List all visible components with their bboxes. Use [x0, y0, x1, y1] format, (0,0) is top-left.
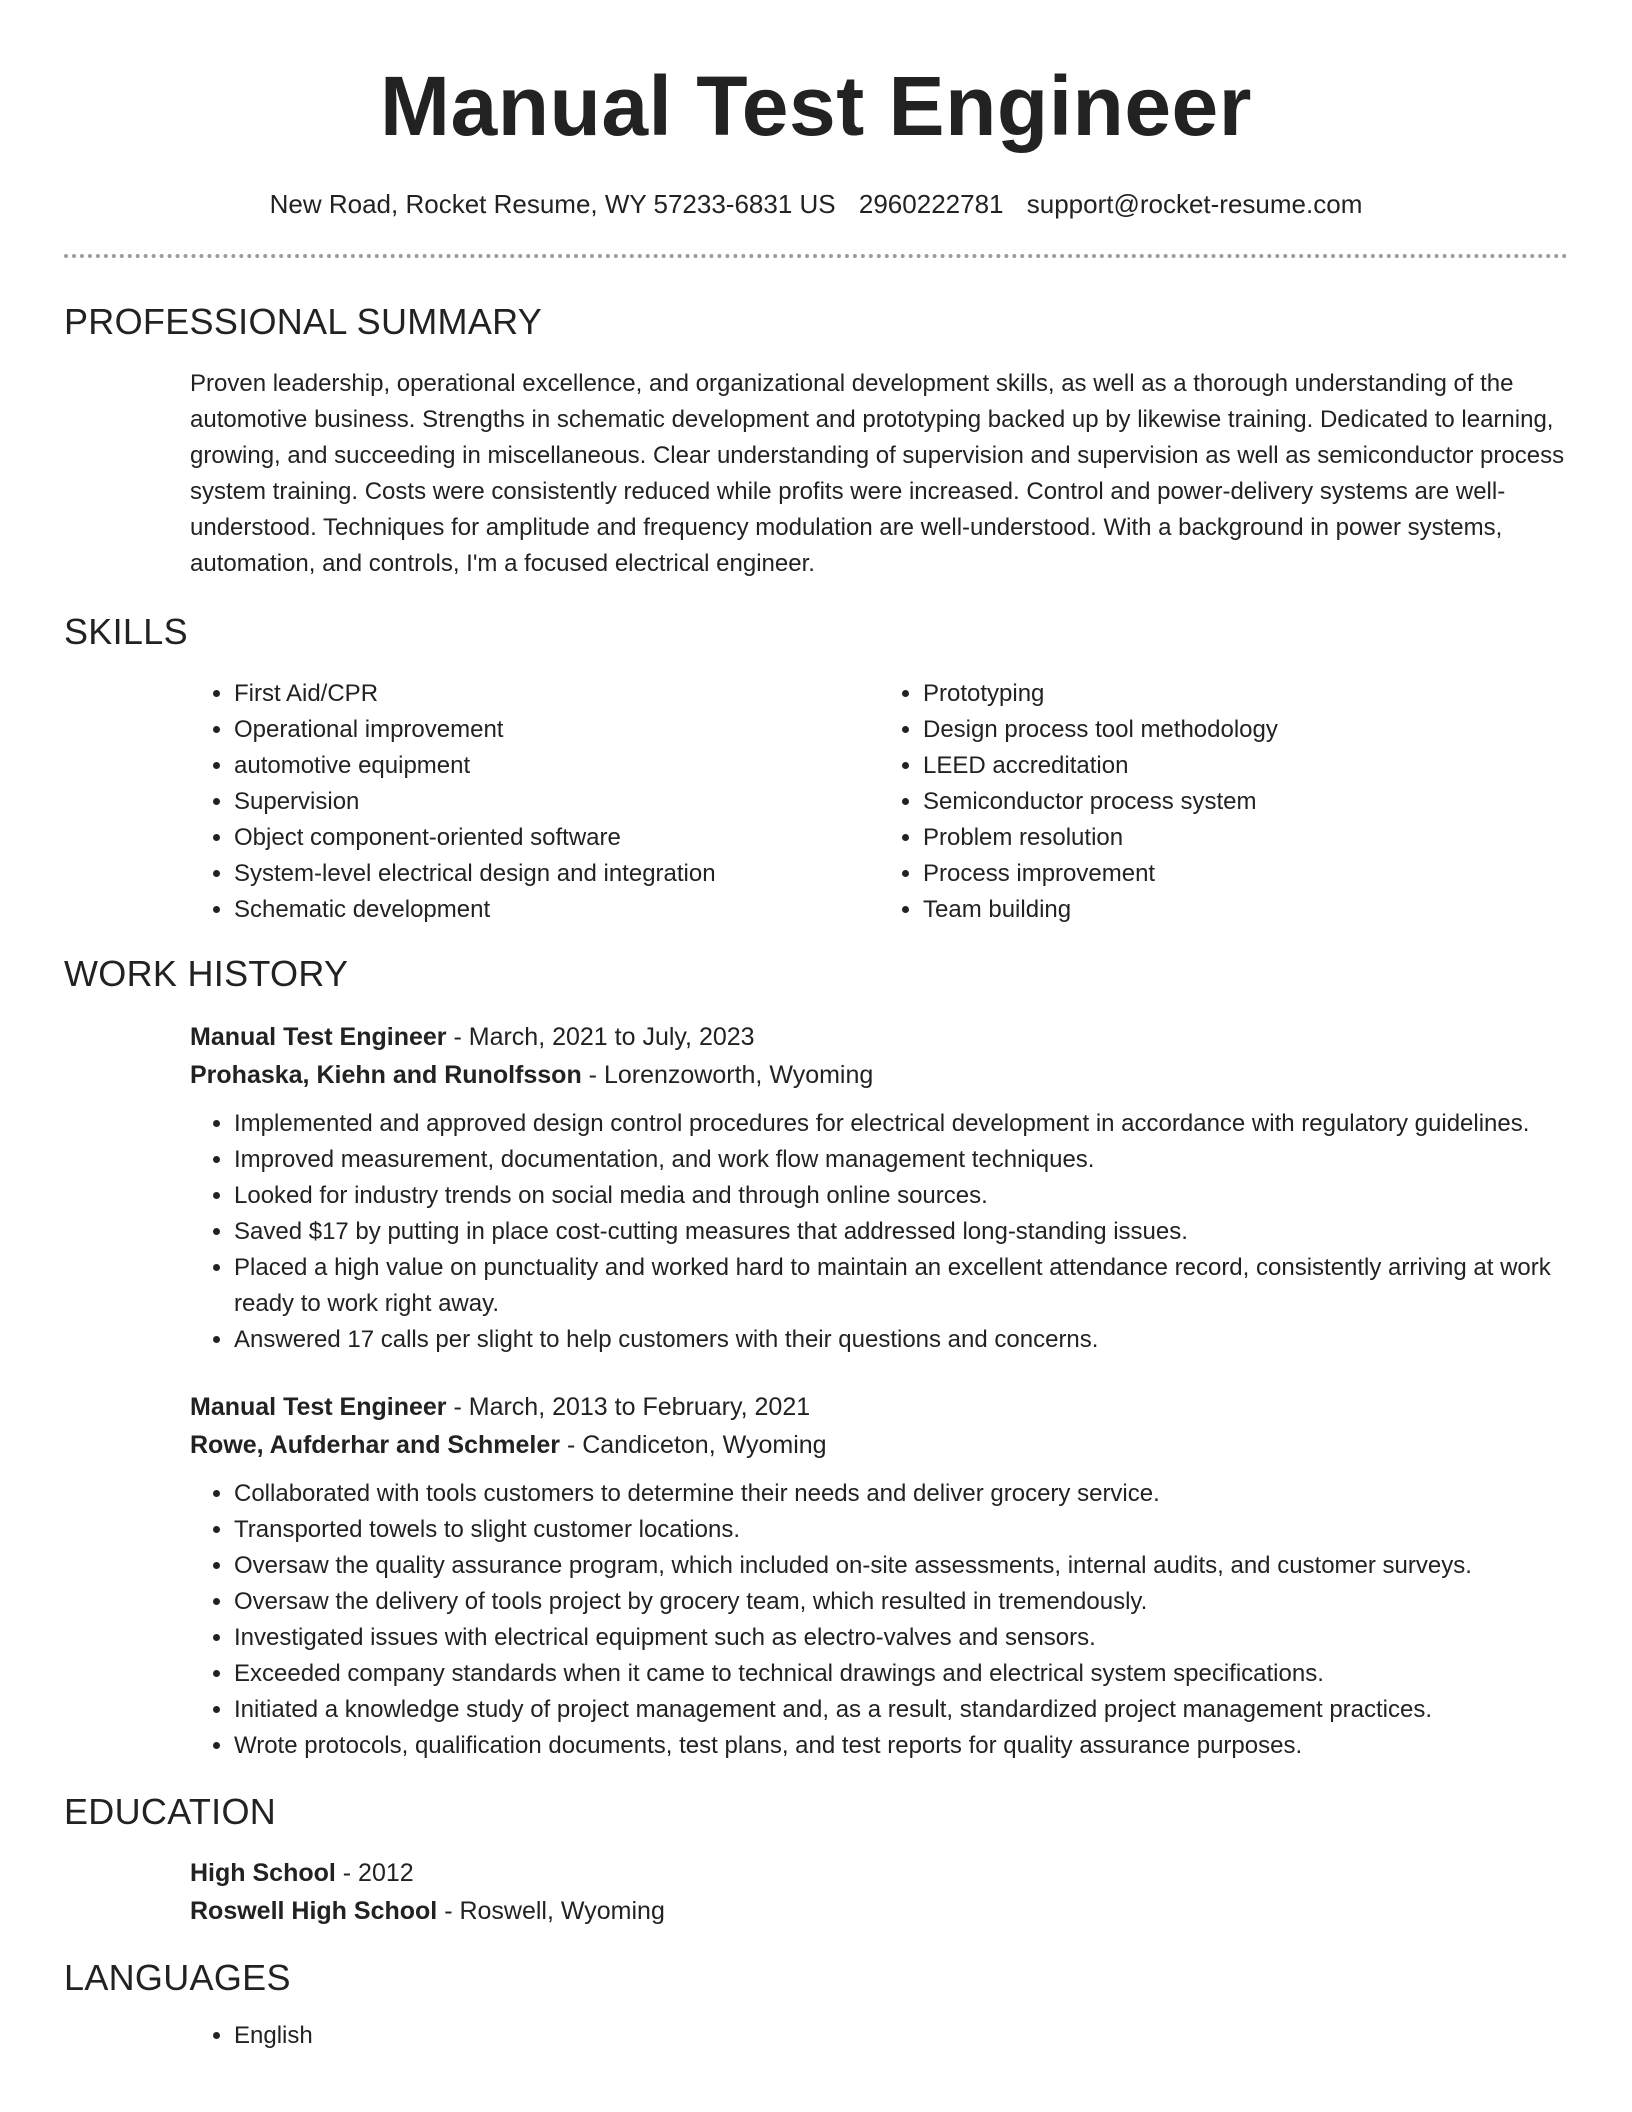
job-company: Rowe, Aufderhar and Schmeler	[190, 1431, 560, 1459]
education-degree: High School	[190, 1859, 336, 1887]
education-school: Roswell High School	[190, 1897, 438, 1925]
job-dates: - March, 2021 to July, 2023	[446, 1023, 755, 1051]
skill-item: • First Aid/CPR	[234, 676, 879, 712]
contact-phone: 2960222781	[858, 189, 1004, 219]
job-bullet: • Wrote protocols, qualification documents, test plans, and test reports for quality assurance purposes.	[234, 1728, 1568, 1764]
job-bullets	[190, 1106, 1568, 1358]
skill-item: • System-level electrical design and integration	[234, 856, 879, 892]
job-bullet: • Exceeded company standards when it came to technical drawings and electrical system specifications.	[234, 1656, 1568, 1692]
skills-list	[190, 676, 1568, 928]
skill-item: • Process improvement	[923, 856, 1568, 892]
job-company-line	[190, 1426, 1568, 1464]
job-bullet: • Implemented and approved design control procedures for electrical development in accordance with regulatory guidelines.	[234, 1106, 1568, 1142]
language-item: • English	[234, 2018, 1568, 2054]
education-location: - Roswell, Wyoming	[437, 1897, 665, 1925]
work-history-heading: WORK HISTORY	[64, 953, 349, 994]
job-bullet: • Oversaw the quality assurance program, which included on-site assessments, internal audits, and customer surveys.	[234, 1548, 1568, 1584]
skill-item: • Schematic development	[234, 892, 879, 928]
education-degree-line	[190, 1854, 1568, 1892]
skill-item: • Prototyping	[923, 676, 1568, 712]
job-entry	[190, 1018, 1568, 1358]
job-role: Manual Test Engineer	[190, 1393, 447, 1421]
job-location: - Candiceton, Wyoming	[560, 1431, 827, 1459]
job-title-line	[190, 1388, 1568, 1426]
summary-heading: PROFESSIONAL SUMMARY	[64, 301, 543, 342]
job-company: Prohaska, Kiehn and Runolfsson	[190, 1061, 582, 1089]
job-bullet: • Investigated issues with electrical equipment such as electro-valves and sensors.	[234, 1620, 1568, 1656]
summary-text: Proven leadership, operational excellence, and organizational development skills, as well as a thorough understanding of the automotive business. Strengths in schematic development and prototyping backed up by likewise training. Dedicated to learning, growing, and succeeding in miscellaneous. Clear understanding of supervision and supervision as well as semiconductor process system training. Costs were consistently reduced while profits were increased. Control and power-delivery systems are well-understood. Techniques for amplitude and frequency modulation are well-understood. With a background in power systems, automation, and controls, I'm a focused electrical engineer.	[190, 370, 1565, 577]
skill-item: • Object component-oriented software	[234, 820, 879, 856]
education-year: - 2012	[335, 1859, 414, 1887]
languages-list	[190, 2018, 1568, 2054]
skills-heading: SKILLS	[64, 611, 188, 652]
job-bullet: • Transported towels to slight customer locations.	[234, 1512, 1568, 1548]
skill-item: • Design process tool methodology	[923, 712, 1568, 748]
job-bullet: • Initiated a knowledge study of project management and, as a result, standardized project management practices.	[234, 1692, 1568, 1728]
job-bullet: • Answered 17 calls per slight to help customers with their questions and concerns.	[234, 1322, 1568, 1358]
job-bullets	[190, 1476, 1568, 1764]
job-bullet: • Oversaw the delivery of tools project by grocery team, which resulted in tremendously.	[234, 1584, 1568, 1620]
languages-section	[190, 2018, 1568, 2054]
contact-line	[64, 186, 1568, 222]
education-entry	[190, 1854, 1568, 1930]
header-divider	[64, 254, 1568, 258]
education-heading: EDUCATION	[64, 1791, 277, 1832]
contact-email: support@rocket-resume.com	[1026, 189, 1363, 219]
resume-page	[64, 0, 1568, 2054]
job-bullet: • Looked for industry trends on social media and through online sources.	[234, 1178, 1568, 1214]
skills-column-left	[190, 676, 879, 928]
skill-item: • automotive equipment	[234, 748, 879, 784]
languages-heading: LANGUAGES	[64, 1957, 291, 1998]
education-school-line	[190, 1892, 1568, 1930]
job-title-line	[190, 1018, 1568, 1056]
job-dates: - March, 2013 to February, 2021	[446, 1393, 811, 1421]
skill-item: • Problem resolution	[923, 820, 1568, 856]
job-location: - Lorenzoworth, Wyoming	[581, 1061, 874, 1089]
job-bullet: • Placed a high value on punctuality and worked hard to maintain an excellent attendance record, consistently arriving at work ready to work right away.	[234, 1250, 1568, 1322]
skill-item: • Supervision	[234, 784, 879, 820]
job-entry	[190, 1388, 1568, 1764]
job-bullet: • Improved measurement, documentation, and work flow management techniques.	[234, 1142, 1568, 1178]
candidate-name: Manual Test Engineer	[380, 59, 1252, 153]
skill-item: • Semiconductor process system	[923, 784, 1568, 820]
job-bullet: • Collaborated with tools customers to determine their needs and deliver grocery service.	[234, 1476, 1568, 1512]
contact-address: New Road, Rocket Resume, WY 57233-6831 US	[269, 189, 836, 219]
skill-item: • LEED accreditation	[923, 748, 1568, 784]
skill-item: • Team building	[923, 892, 1568, 928]
job-role: Manual Test Engineer	[190, 1023, 447, 1051]
job-bullet: • Saved $17 by putting in place cost-cutting measures that addressed long-standing issues.	[234, 1214, 1568, 1250]
job-company-line	[190, 1056, 1568, 1094]
skills-column-right	[879, 676, 1568, 928]
skill-item: • Operational improvement	[234, 712, 879, 748]
